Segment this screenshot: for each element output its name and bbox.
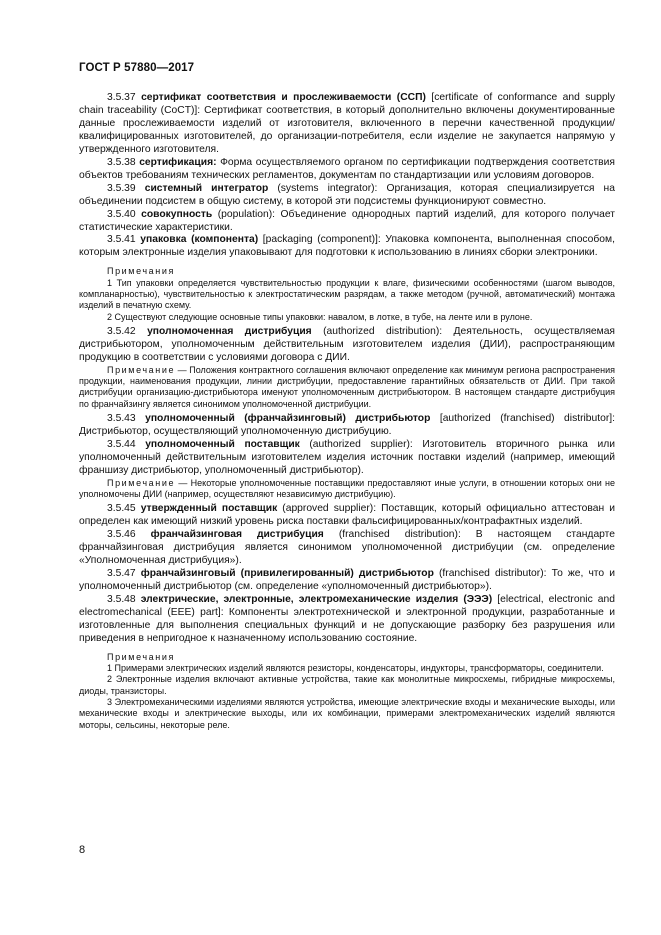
- term-entry: [79, 413, 615, 439]
- note-item: 3 Электромеханическими изделиями являются устройства, имеющие электрические входы и механические выходы, или механические входы и электрические выходы, или их комбинации, примерами электромеханических изделий являются моторы, сельсины, некоторые реле.: [79, 696, 615, 730]
- term-definition: [authorized (franchised) distributor]: Дистрибьютор, осуществляющий уполномоченную дистрибуцию.: [79, 412, 615, 437]
- term-name: системный интегратор: [144, 182, 269, 194]
- term-definition: (systems integrator): Организация, которая специализируется на объединении подсистем в общую систему, в которой эти подсистемы функционируют совместно.: [79, 182, 615, 207]
- term-number: 3.5.45: [107, 503, 136, 515]
- term-number: 3.5.46: [107, 529, 136, 541]
- term-number: 3.5.43: [107, 412, 136, 424]
- term-name: совокупность: [141, 208, 213, 220]
- note-item: 1 Тип упаковки определяется чувствительностью продукции к влаге, физическими особенностями (шагом выводов, компланарностью), чувствительностью к электростатическим разрядам, а также методом (ручной, автоматический) монтажа изделий в печатную схему.: [79, 277, 615, 311]
- term-name: уполномоченный (франчайзинговый) дистрибьютор: [145, 412, 431, 424]
- term-name: сертификация:: [139, 156, 217, 168]
- term-number: 3.5.41: [107, 234, 136, 246]
- note-item: 2 Электронные изделия включают активные устройства, такие как монолитные микросхемы, гибридные микросхемы, диоды, транзисторы.: [79, 674, 615, 696]
- term-name: уполномоченный поставщик: [145, 438, 300, 450]
- term-number: 3.5.47: [107, 568, 136, 580]
- term-entry: [79, 92, 615, 157]
- term-definition: [electrical, electronic and electromechanical (EEE) part]: Компоненты электротехнической и электронной продукции, разработанные и изготовленные для выполнения специальных функций и не допускающие разборку без разрушения или приведения в непригодное к назначенному использованию состояние.: [79, 593, 615, 644]
- note-label: Примечание: [107, 477, 176, 488]
- term-name: утвержденный поставщик: [140, 503, 278, 515]
- notes-heading: Примечания: [107, 651, 175, 662]
- term-entry: [79, 209, 615, 235]
- term-number: 3.5.48: [107, 593, 136, 605]
- term-name: упаковка (компонента): [140, 234, 259, 246]
- document-body: [79, 92, 615, 731]
- term-entry: [79, 157, 615, 183]
- term-definition: (approved supplier): Поставщик, который официально аттестован и определен как имеющий низкий уровень риска поставки фальсифицированных/контрафактных изделий.: [79, 503, 615, 528]
- document-header: ГОСТ Р 57880—2017: [79, 62, 195, 74]
- term-number: 3.5.44: [107, 438, 136, 450]
- term-number: 3.5.40: [107, 208, 136, 220]
- term-name: электрические, электронные, электромеханические изделия (ЭЭЭ): [140, 593, 493, 605]
- term-definition: [packaging (component)]: Упаковка компонента, выполненная способом, которым электронные изделия упаковывают для подготовки к использованию в линиях сборки электроники.: [79, 234, 615, 259]
- term-number: 3.5.38: [107, 156, 136, 168]
- term-name: франчайзинговый (привилегированный) дистрибьютор: [140, 568, 434, 580]
- term-definition: (franchised distributor): То же, что и уполномоченный дистрибьютор (см. определение «уполномоченный дистрибьютор»).: [79, 568, 615, 592]
- term-number: 3.5.37: [107, 92, 136, 103]
- term-entry: [79, 439, 615, 478]
- note-block: [79, 478, 615, 501]
- note-item: 2 Существуют следующие основные типы упаковки: навалом, в лотке, в тубе, на ленте или в рулоне.: [107, 311, 533, 322]
- term-entry: [79, 234, 615, 260]
- notes-heading: Примечания: [107, 266, 175, 277]
- note-text: — Положения контрактного соглашения включают определение как минимум региона распространения продукции, наименования продукции, линии дистрибуции, предоставление гарантийных обязательств от ДИИ. При такой дистрибуции организацию-дистрибьютора именуют уполномоченным дистрибьютором. В настоящем стандарте дистрибуция по франчайзингу является синонимом уполномоченной дистрибуции.: [79, 364, 615, 409]
- term-definition: (franchised distribution): В настоящем стандарте франчайзинговая дистрибуция является синонимом уполномоченной дистрибуции (см. определение «Уполномоченная дистрибуция»).: [79, 529, 615, 567]
- term-definition: Форма осуществляемого органом по сертификации подтверждения соответствия объектов требованиям технических регламентов, документам по стандартизации или условиям договоров.: [79, 156, 615, 181]
- term-entry: [79, 529, 615, 568]
- term-entry: [79, 568, 615, 594]
- term-definition: (authorized supplier): Изготовитель вторичного рынка или уполномоченный действительным изготовителем изделия источник поставки изделий (например, имеющий франшизу дистрибьютор, уполномоченный дистрибьютор).: [79, 438, 615, 476]
- term-entry: [79, 183, 615, 209]
- term-definition: (authorized distribution): Деятельность, осуществляемая дистрибьютором, уполномоченным действительным изготовителем изделия (ДИИ), распространяющим продукцию в соответствии с условиями договора с ДИИ.: [79, 325, 615, 363]
- term-entry: [79, 326, 615, 365]
- term-definition: [certificate of conformance and supply chain traceability (CoCT)]: Сертификат соответствия, в который дополнительно включены документированные данные прослеживаемости изделий от изготовителя, включенного в перечни качественной продукции/квалифицированных изготовителей, до организации-потребителя, если изделие не закупается напрямую у утвержденного изготовителя.: [79, 92, 615, 155]
- term-entry: [79, 594, 615, 646]
- note-item: 1 Примерами электрических изделий являются резисторы, конденсаторы, индукторы, трансформаторы, соединители.: [107, 663, 604, 674]
- note-label: Примечание: [107, 364, 176, 375]
- page-number: 8: [79, 844, 86, 856]
- note-block: [79, 365, 615, 410]
- term-name: франчайзинговая дистрибуция: [150, 529, 324, 541]
- term-entry: [79, 503, 615, 529]
- term-number: 3.5.42: [107, 325, 136, 337]
- term-definition: (population): Объединение однородных партий изделий, для которого получает статистические характеристики.: [79, 208, 615, 233]
- term-name: сертификат соответствия и прослеживаемости (ССП): [141, 92, 426, 103]
- note-text: — Некоторые уполномоченные поставщики предоставляют иные услуги, в отношении которых они не уполномочены ДИИ (например, осуществляют независимую дистрибуцию).: [79, 477, 615, 499]
- term-number: 3.5.39: [107, 182, 136, 194]
- term-name: уполномоченная дистрибуция: [147, 325, 312, 337]
